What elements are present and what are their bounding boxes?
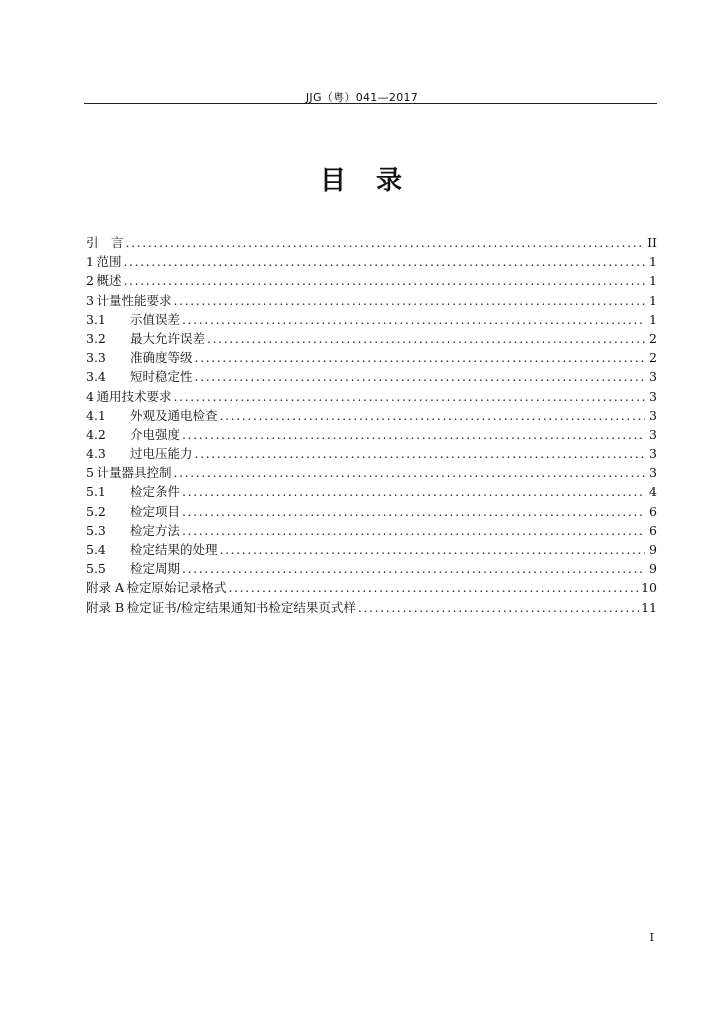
toc-entry-page: 3 xyxy=(649,407,657,423)
toc-entry[interactable] xyxy=(86,559,657,578)
toc-entry-label: 检定结果的处理 xyxy=(130,542,218,557)
toc-entry[interactable] xyxy=(86,310,657,329)
toc-entry[interactable] xyxy=(86,291,657,310)
toc-entry-number: 3 xyxy=(86,292,94,308)
toc-entry-page: 1 xyxy=(649,311,657,327)
toc-entry-number: 4.2 xyxy=(86,426,106,442)
toc-entry-page: 11 xyxy=(641,599,657,615)
toc-entry[interactable] xyxy=(86,502,657,521)
toc-entry-label: 概述 xyxy=(96,273,122,289)
table-of-contents xyxy=(86,233,657,617)
toc-dot-leader xyxy=(220,542,645,557)
toc-entry-number: 1 xyxy=(86,254,94,270)
toc-entry[interactable] xyxy=(86,444,657,463)
toc-entry-label: 过电压能力 xyxy=(130,446,193,462)
toc-entry-page: 2 xyxy=(649,330,657,346)
toc-dot-leader xyxy=(182,427,645,442)
toc-entry-label: 示值误差 xyxy=(130,311,181,327)
toc-entry-number: 4.3 xyxy=(86,446,106,462)
toc-entry-label: 检定原始记录格式 xyxy=(126,580,227,596)
toc-entry-label: 范围 xyxy=(96,254,122,270)
toc-dot-leader xyxy=(182,484,645,499)
toc-entry[interactable] xyxy=(86,482,657,501)
toc-entry-label: 引 言 xyxy=(86,235,124,250)
toc-entry-label: 检定周期 xyxy=(130,561,181,577)
toc-dot-leader xyxy=(207,331,645,346)
toc-entry-number: 4.1 xyxy=(86,407,106,423)
toc-entry-page: 3 xyxy=(649,426,657,442)
toc-dot-leader xyxy=(123,254,645,269)
toc-entry-number: 3.1 xyxy=(86,311,106,327)
toc-dot-leader xyxy=(195,446,645,461)
toc-entry[interactable] xyxy=(86,348,657,367)
toc-entry[interactable] xyxy=(86,598,657,617)
toc-entry-page: 10 xyxy=(641,580,657,596)
page-number: I xyxy=(649,931,654,944)
toc-entry[interactable] xyxy=(86,406,657,425)
toc-dot-leader xyxy=(173,389,645,404)
toc-dot-leader xyxy=(126,235,645,250)
toc-entry-label: 外观及通电检查 xyxy=(130,407,218,423)
toc-entry-page: II xyxy=(647,235,657,250)
toc-entry-label: 检定项目 xyxy=(130,503,181,519)
page-title: 目 录 xyxy=(319,166,404,196)
toc-entry[interactable] xyxy=(86,252,657,271)
toc-entry-page: 2 xyxy=(649,350,657,366)
toc-entry[interactable] xyxy=(86,540,657,559)
toc-entry-number: 5.1 xyxy=(86,484,106,500)
toc-entry-number: 2 xyxy=(86,273,94,289)
toc-entry-label: 短时稳定性 xyxy=(130,369,193,385)
toc-dot-leader xyxy=(182,523,645,538)
toc-entry-page: 3 xyxy=(649,446,657,462)
toc-entry[interactable] xyxy=(86,425,657,444)
toc-entry-page: 4 xyxy=(649,484,657,500)
toc-entry[interactable] xyxy=(86,387,657,406)
toc-dot-leader xyxy=(182,312,645,327)
toc-entry-label: 介电强度 xyxy=(130,426,181,442)
toc-entry-number: 5.5 xyxy=(86,561,106,577)
toc-dot-leader xyxy=(123,273,645,288)
toc-entry-label: 检定方法 xyxy=(130,522,181,538)
header-divider xyxy=(84,103,657,104)
toc-entry-number: 附录 B xyxy=(86,599,125,615)
toc-entry[interactable] xyxy=(86,463,657,482)
toc-entry-page: 1 xyxy=(649,273,657,289)
toc-dot-leader xyxy=(195,369,645,384)
toc-entry-number: 3.2 xyxy=(86,330,106,346)
toc-entry-page: 6 xyxy=(649,522,657,538)
toc-entry-number: 5.2 xyxy=(86,503,106,519)
toc-entry-page: 1 xyxy=(649,292,657,308)
toc-entry-number: 附录 A xyxy=(86,580,125,596)
toc-entry[interactable] xyxy=(86,521,657,540)
toc-dot-leader xyxy=(173,465,645,480)
toc-entry-label: 计量性能要求 xyxy=(96,292,172,308)
toc-dot-leader xyxy=(195,350,645,365)
toc-entry[interactable] xyxy=(86,578,657,597)
toc-entry-page: 3 xyxy=(649,369,657,385)
toc-entry-label: 检定条件 xyxy=(130,484,181,500)
toc-entry-page: 6 xyxy=(649,503,657,519)
toc-entry-number: 3.3 xyxy=(86,350,106,366)
toc-dot-leader xyxy=(358,600,639,615)
toc-entry-label: 检定证书/检定结果通知书检定结果页式样 xyxy=(126,599,356,615)
toc-entry-label: 计量器具控制 xyxy=(96,465,172,481)
toc-dot-leader xyxy=(229,580,640,595)
toc-entry[interactable] xyxy=(86,329,657,348)
toc-entry-number: 5.4 xyxy=(86,542,106,557)
document-code-header: JJG（粤）041—2017 xyxy=(305,91,419,104)
toc-entry[interactable] xyxy=(86,271,657,290)
toc-entry[interactable] xyxy=(86,233,657,252)
toc-entry-number: 4 xyxy=(86,388,94,404)
toc-entry-page: 3 xyxy=(649,388,657,404)
toc-dot-leader xyxy=(173,293,645,308)
toc-entry-page: 3 xyxy=(649,465,657,481)
toc-dot-leader xyxy=(182,561,645,576)
toc-entry-page: 9 xyxy=(649,542,657,557)
toc-entry-page: 1 xyxy=(649,254,657,270)
toc-entry-label: 最大允许误差 xyxy=(130,330,206,346)
toc-entry-label: 准确度等级 xyxy=(130,350,193,366)
toc-entry-page: 9 xyxy=(649,561,657,577)
toc-entry-label: 通用技术要求 xyxy=(96,388,172,404)
toc-entry-number: 3.4 xyxy=(86,369,106,385)
toc-entry-number: 5 xyxy=(86,465,94,481)
toc-dot-leader xyxy=(182,504,645,519)
toc-entry-number: 5.3 xyxy=(86,522,106,538)
toc-dot-leader xyxy=(220,408,645,423)
toc-entry[interactable] xyxy=(86,367,657,386)
